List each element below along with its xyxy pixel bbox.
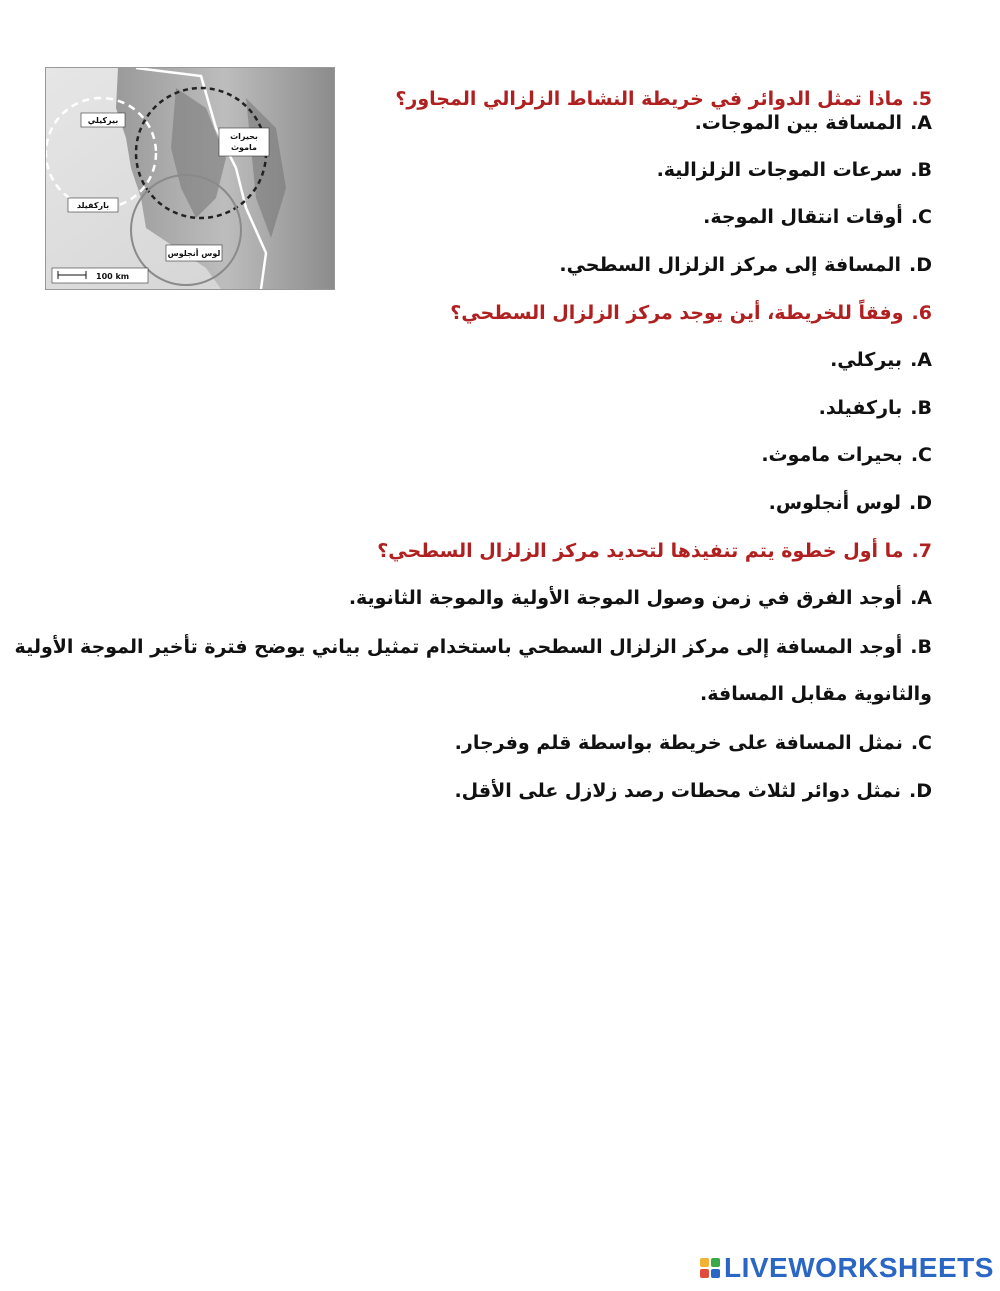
q5-option-d[interactable]: [559, 254, 932, 276]
q7-option-c[interactable]: [455, 732, 932, 754]
option-text: المسافة بين الموجات.: [694, 112, 903, 134]
svg-text:باركفيلد: باركفيلد: [76, 201, 110, 210]
question-5-number: 5.: [911, 88, 932, 110]
question-5: [395, 88, 932, 110]
svg-text:بحيرات: بحيرات: [230, 132, 258, 141]
seismic-map-graphic: [46, 68, 334, 289]
option-letter: A.: [910, 349, 932, 371]
svg-text:لوس أنجلوس: لوس أنجلوس: [167, 249, 221, 258]
svg-text:ماموث: ماموث: [231, 143, 257, 152]
q6-option-a[interactable]: [830, 349, 932, 371]
option-text: بيركلي.: [830, 349, 903, 371]
q7-option-a[interactable]: [349, 587, 932, 609]
svg-text:بيركيلي: بيركيلي: [87, 116, 119, 125]
q6-option-d[interactable]: [769, 492, 932, 514]
option-letter: A.: [910, 587, 932, 609]
q6-option-c[interactable]: [761, 444, 932, 466]
option-letter: B.: [910, 636, 932, 658]
question-6-text: وفقاً للخريطة، أين يوجد مركز الزلزال السطحي؟: [450, 302, 904, 324]
label-berkeley: [81, 113, 125, 127]
option-letter: C.: [910, 444, 932, 466]
option-letter: B.: [910, 159, 932, 181]
q6-option-b[interactable]: [819, 397, 932, 419]
option-text: باركفيلد.: [818, 397, 903, 419]
seismic-map: [45, 67, 335, 290]
option-letter: D.: [909, 780, 932, 802]
option-letter: A.: [910, 112, 932, 134]
scale-bar: [52, 268, 148, 283]
option-text: نمثل المسافة على خريطة بواسطة قلم وفرجار.: [454, 732, 903, 754]
option-text: أوجد المسافة إلى مركز الزلزال السطحي باستخدام تمثيل بياني يوضح فترة تأخير الموجة الأولية والثانوية مقابل المسافة.: [14, 636, 932, 705]
label-bakersfield: [68, 198, 118, 212]
label-losangeles: [166, 245, 222, 261]
option-text: أوجد الفرق في زمن وصول الموجة الأولية والموجة الثانوية.: [348, 587, 903, 609]
question-6: [450, 302, 932, 324]
q7-option-b[interactable]: [2, 624, 932, 718]
option-letter: B.: [910, 397, 932, 419]
option-letter: D.: [909, 492, 932, 514]
question-7: [377, 540, 932, 562]
option-text: بحيرات ماموث.: [761, 444, 903, 466]
question-7-number: 7.: [911, 540, 932, 562]
svg-text:100 km: 100 km: [96, 272, 130, 281]
logo-squares-icon: [700, 1258, 720, 1278]
q7-option-d[interactable]: [454, 780, 932, 802]
question-6-number: 6.: [911, 302, 932, 324]
liveworksheets-logo[interactable]: [700, 1252, 994, 1284]
question-5-text: ماذا تمثل الدوائر في خريطة النشاط الزلزالي المجاور؟: [395, 88, 904, 110]
label-mammoth: [219, 128, 269, 156]
option-text: لوس أنجلوس.: [768, 492, 901, 514]
option-letter: C.: [910, 206, 932, 228]
brand-name: LIVEWORKSHEETS: [724, 1252, 994, 1283]
option-letter: D.: [909, 254, 932, 276]
q5-option-b[interactable]: [657, 159, 932, 181]
q5-option-a[interactable]: [695, 112, 932, 134]
option-text: نمثل دوائر لثلاث محطات رصد زلازل على الأقل.: [454, 780, 901, 802]
option-text: سرعات الموجات الزلزالية.: [656, 159, 903, 181]
option-text: المسافة إلى مركز الزلزال السطحي.: [559, 254, 901, 276]
q5-option-c[interactable]: [703, 206, 932, 228]
option-letter: C.: [910, 732, 932, 754]
option-text: أوقات انتقال الموجة.: [703, 206, 903, 228]
question-7-text: ما أول خطوة يتم تنفيذها لتحديد مركز الزلزال السطحي؟: [377, 540, 904, 562]
